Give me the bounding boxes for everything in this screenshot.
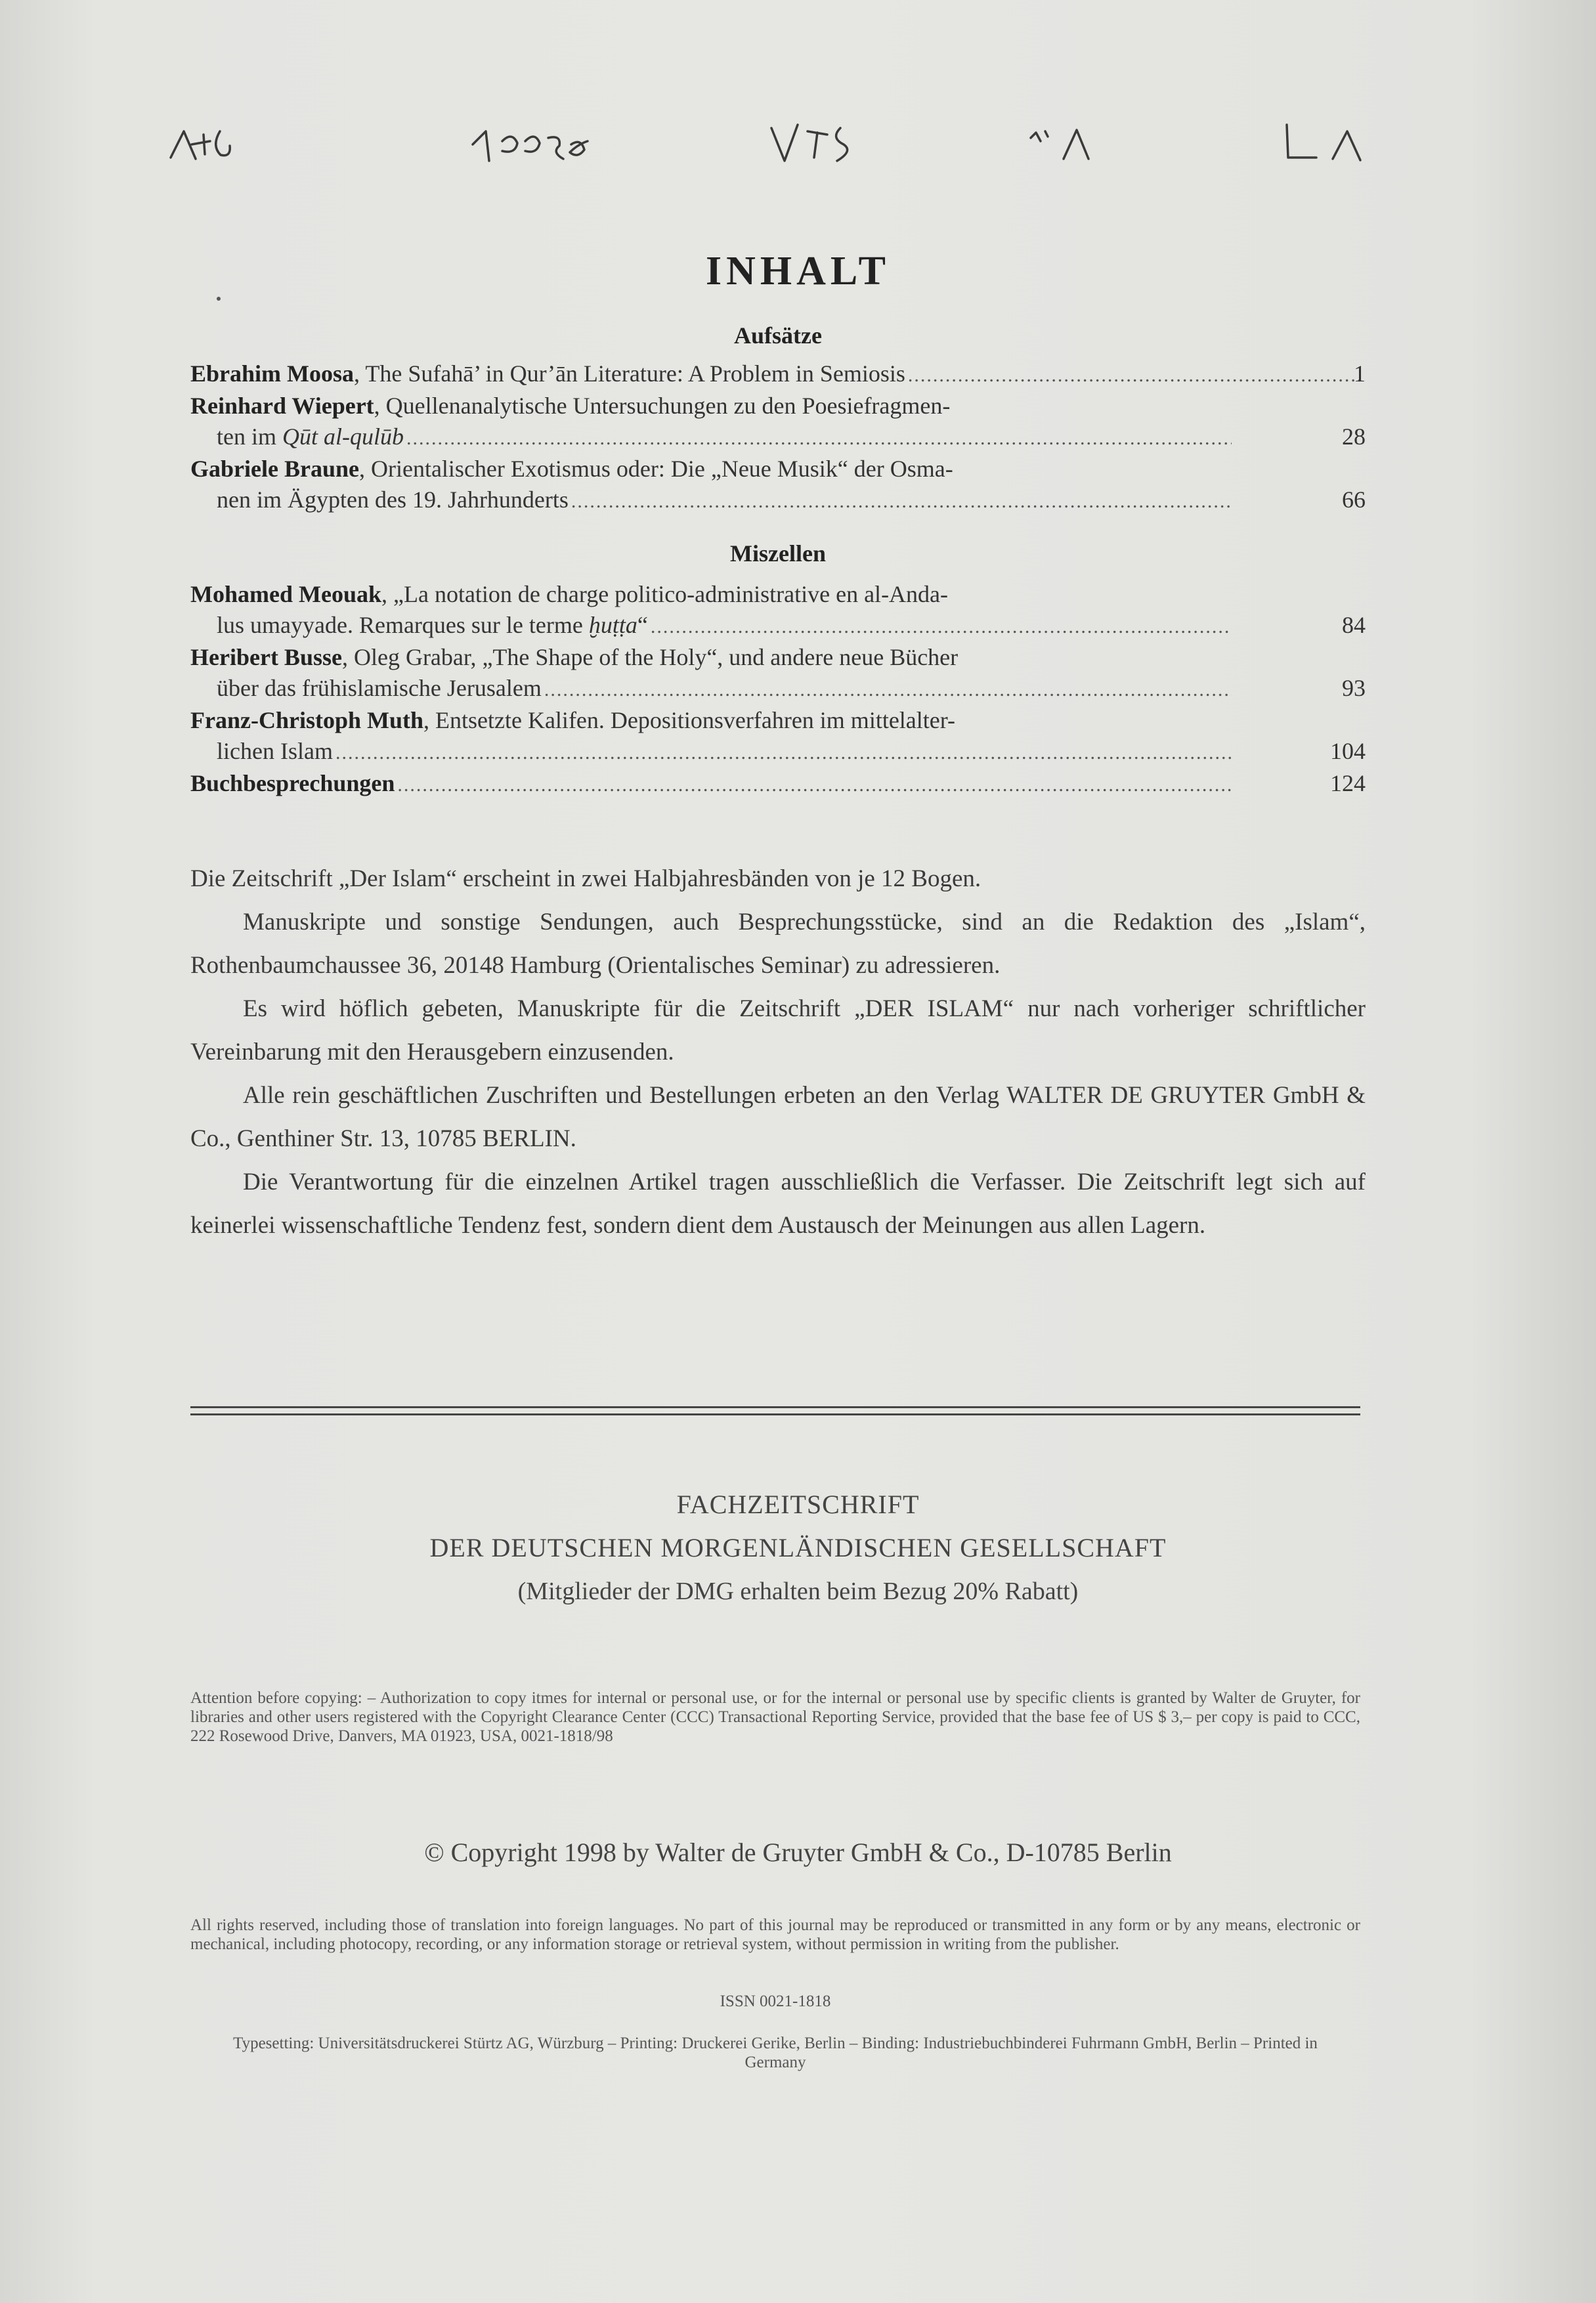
toc-page: 124 — [1330, 770, 1366, 796]
toc-author: Franz-Christoph Muth — [190, 707, 424, 733]
toc-entry: Mohamed Meouak, „La notation de charge politico-administrative en al-Anda- lus umayyade. Remarques sur le terme ḫuṭṭa“ ..... 84 — [190, 579, 1366, 642]
leader-dots — [406, 423, 1232, 454]
toc-author: Reinhard Wiepert — [190, 393, 374, 419]
toc-title: „La notation de charge politico-administrative en al-Anda- — [393, 581, 949, 607]
leader-dots — [335, 737, 1232, 768]
toc-author: Buchbesprechungen — [190, 770, 395, 796]
toc-page: 1 — [1354, 360, 1366, 387]
issn-line: ISSN 0021-1818 — [720, 1992, 831, 2010]
toc-title: Entsetzte Kalifen. Depositionsverfahren im mittelalter- — [435, 707, 956, 733]
handwritten-shelf-marks — [158, 105, 1405, 177]
toc-author: Heribert Busse — [190, 644, 342, 670]
toc-title: Quellenanalytische Untersuchungen zu den Poesiefragmen- — [385, 393, 951, 419]
toc-title: Orientalischer Exotismus oder: Die „Neue Musik“ der Osma- — [370, 456, 953, 482]
editorial-notes — [190, 857, 1366, 1247]
note-paragraph: Alle rein geschäftlichen Zuschriften und Bestellungen erbeten an den Verlag WALTER DE GRUYTER GmbH & Co., Genthiner Str. 13, 10785 BERLIN. — [190, 1082, 1366, 1152]
copying-notice: Attention before copying: – Authorization to copy itmes for internal or personal use, or for the internal or personal use by specific clients is granted by Walter de Gruyter, for libraries and other users registered with the Copyright Clearance Center (CCC) Transactional Reporting Service, provided that the base fee of US $ 3,– per copy is paid to CCC, 222 Rosewood Drive, Danvers, MA 01923, USA, 0021-1818/98 — [190, 1689, 1360, 1745]
toc-page: 66 — [1342, 486, 1366, 513]
toc-entry: Gabriele Braune, Orientalischer Exotismus oder: Die „Neue Musik“ der Osma- nen im Ägypten des 19. Jahrhunderts ..... 66 — [190, 454, 1366, 517]
rights-notice: All rights reserved, including those of translation into foreign languages. No part of this journal may be reproduced or transmitted in any form or by any means, electronic or mechanical, including photocopy, recording, or any information storage or retrieval system, without permission in writing from the publisher. — [190, 1916, 1360, 1953]
leader-dots — [571, 486, 1232, 517]
note-paragraph: Manuskripte und sonstige Sendungen, auch Besprechungsstücke, sind an die Redaktion des „Islam“, Rothenbaumchaussee 36, 20148 Hamburg (Orientalisches Seminar) zu adressieren. — [190, 909, 1366, 979]
toc-title: The Sufahā’ in Qur’ān Literature: A Problem in Semiosis — [365, 360, 905, 387]
section-heading-miszellen: Miszellen — [730, 540, 826, 567]
leader-dots — [651, 611, 1232, 642]
toc-entry — [190, 768, 1366, 800]
page-title: INHALT — [706, 249, 890, 293]
toc-author: Mohamed Meouak — [190, 581, 381, 607]
toc-title: Oleg Grabar, „The Shape of the Holy“, und andere neue Bücher — [353, 644, 959, 670]
footer-society-name: DER DEUTSCHEN MORGENLÄNDISCHEN GESELLSCHAFT — [429, 1533, 1167, 1562]
toc-entry: Franz-Christoph Muth, Entsetzte Kalifen. Depositionsverfahren im mittelalter- lichen Islam ..... 104 — [190, 705, 1366, 768]
toc-page: 28 — [1342, 423, 1366, 450]
note-paragraph: Es wird höflich gebeten, Manuskripte für die Zeitschrift „DER ISLAM“ nur nach vorheriger schriftlicher Vereinbarung mit den Herausgebern einzusenden. — [190, 995, 1366, 1065]
toc-entry: Reinhard Wiepert, Quellenanalytische Untersuchungen zu den Poesiefragmen- ten im Qūt al-qulūb ..... 28 — [190, 391, 1366, 454]
toc-page: 104 — [1330, 738, 1366, 764]
toc-entry: Ebrahim Moosa, The Sufahā’ in Qur’ān Literature: A Problem in Semiosis ..... 1 — [190, 358, 1366, 391]
toc-author: Gabriele Braune — [190, 456, 359, 482]
footer-journal-label: FACHZEITSCHRIFT — [676, 1490, 920, 1519]
leader-dots — [544, 674, 1232, 705]
note-paragraph: Die Verantwortung für die einzelnen Artikel tragen ausschließlich die Verfasser. Die Zeitschrift legt sich auf keinerlei wissenschaftliche Tendenz fest, sondern dient dem Austausch der Meinungen aus allen Lagern. — [190, 1169, 1366, 1239]
note-paragraph: Die Zeitschrift „Der Islam“ erscheint in zwei Halbjahresbänden von je 12 Bogen. — [190, 865, 981, 892]
footer-member-discount: (Mitglieder der DMG erhalten beim Bezug 20% Rabatt) — [517, 1578, 1079, 1605]
toc-articles — [190, 358, 1366, 517]
toc-author: Ebrahim Moosa — [190, 360, 355, 387]
stray-mark — [217, 297, 221, 301]
typesetting-credits: Typesetting: Universitätsdruckerei Stürtz AG, Würzburg – Printing: Druckerei Gerike, Berlin – Binding: Industriebuchbinderei Fuhrmann GmbH, Berlin – Printed in Germany — [233, 2034, 1318, 2071]
toc-page: 84 — [1342, 612, 1366, 638]
toc-page: 93 — [1342, 675, 1366, 701]
leader-dots — [397, 769, 1232, 800]
section-heading-articles: Aufsätze — [734, 322, 822, 349]
toc-miszellen — [190, 579, 1366, 800]
double-rule-divider — [190, 1406, 1360, 1415]
toc-entry: Heribert Busse, Oleg Grabar, „The Shape of the Holy“, und andere neue Bücher über das frühislamische Jerusalem ..... 93 — [190, 642, 1366, 705]
copyright-line: © Copyright 1998 by Walter de Gruyter GmbH & Co., D-10785 Berlin — [424, 1838, 1172, 1867]
